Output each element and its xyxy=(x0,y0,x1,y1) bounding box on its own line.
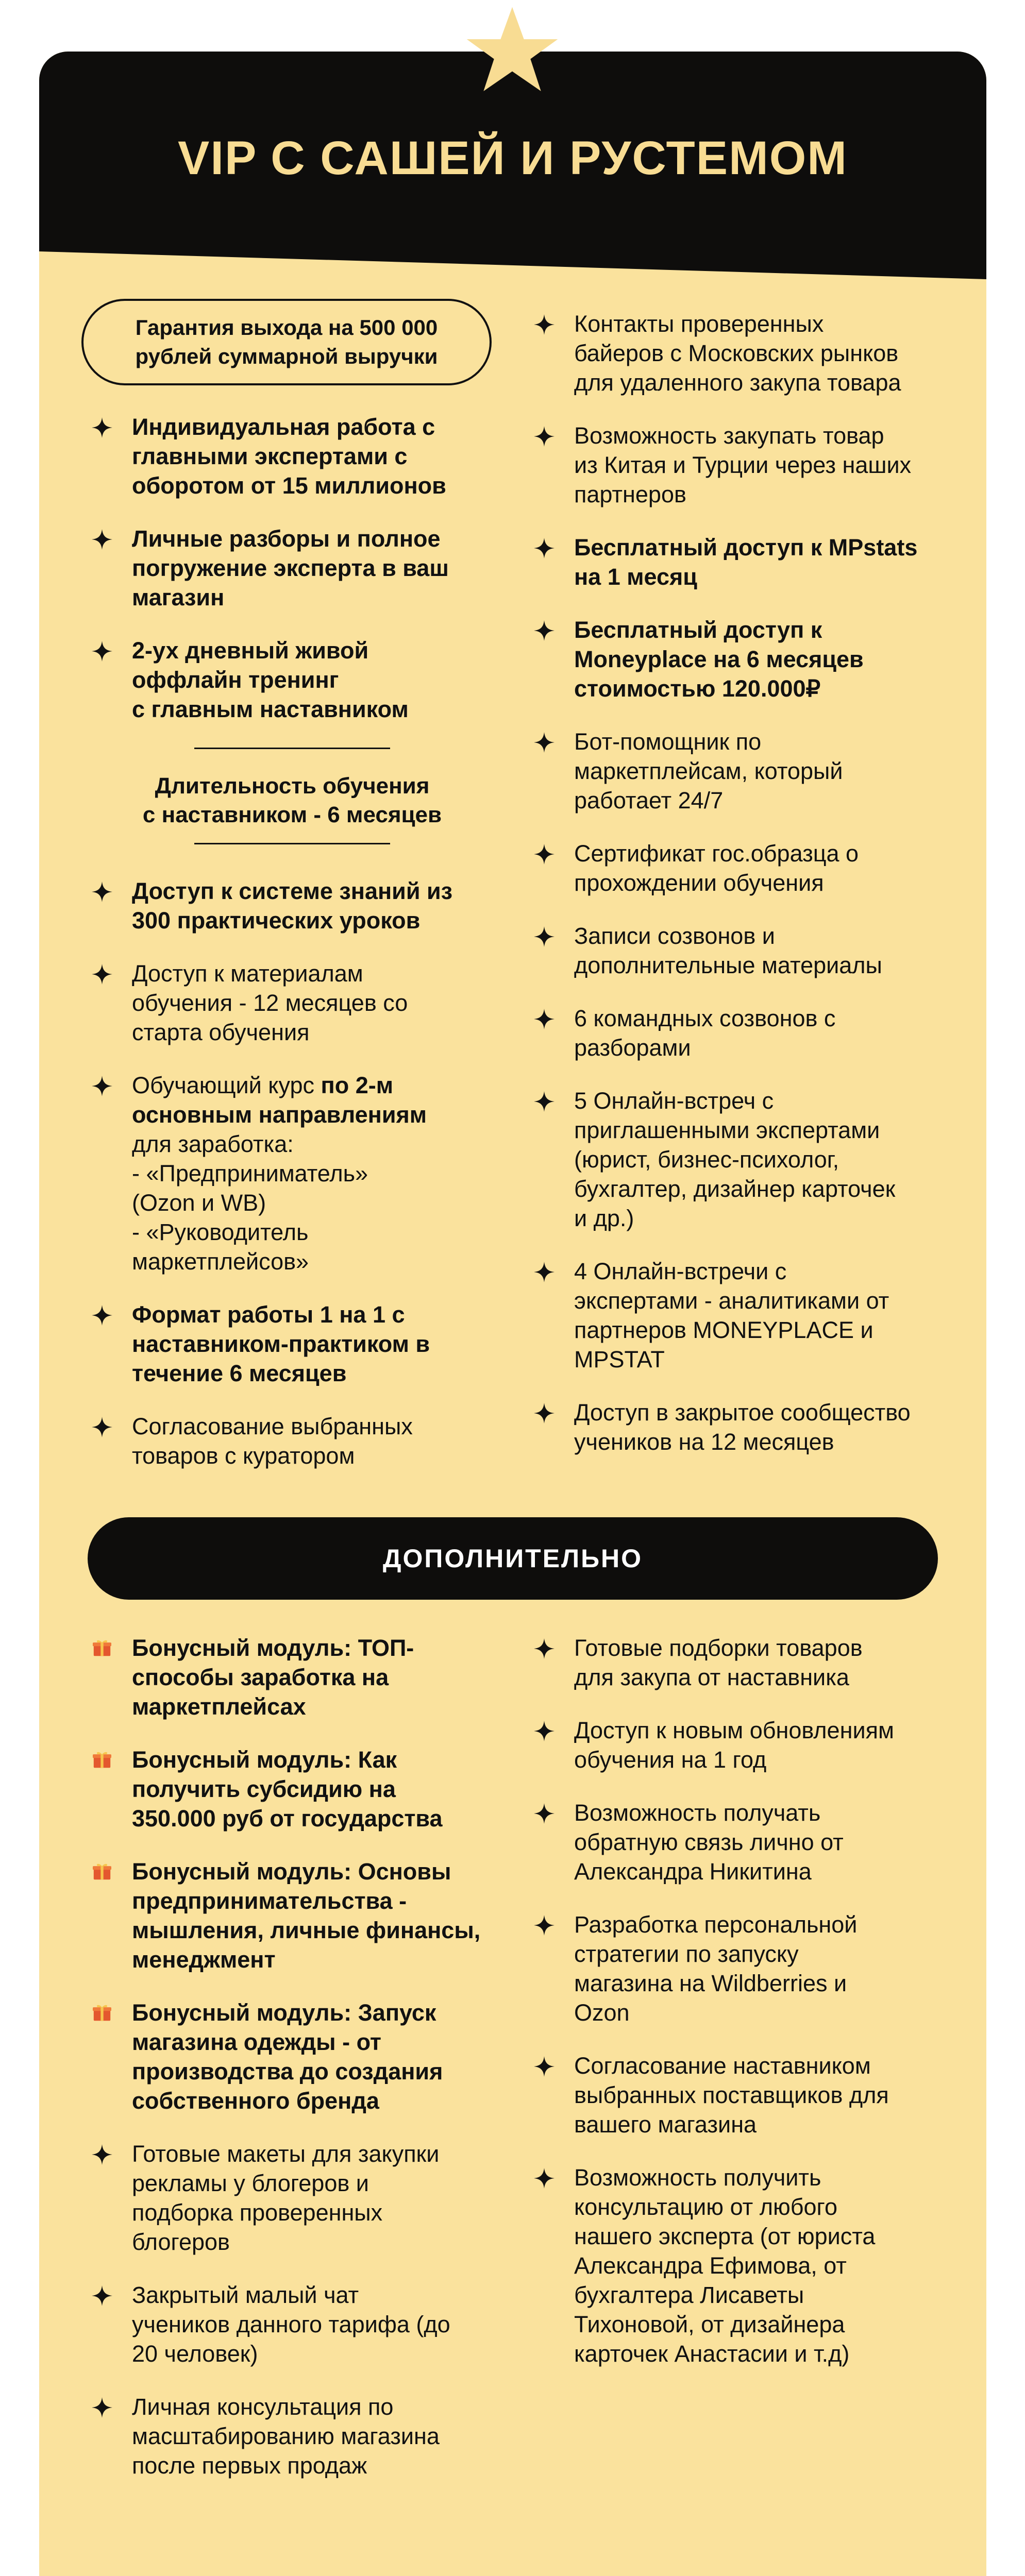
sparkle-icon xyxy=(92,2285,112,2306)
list-item-text: Бесплатный доступ к MPstats на 1 месяц xyxy=(574,534,918,590)
list-item-text: Личная консультация по масштабированию магазина после первых продаж xyxy=(132,2394,440,2479)
course-suffix: для заработка: - «Предприниматель» (Ozon и WB) - «Руководитель маркетплейсов» xyxy=(132,1131,368,1275)
list-item-text: 5 Онлайн-встреч с приглашенными экспертами (юрист, бизнес-психолог, бухгалтер, дизайнер карточек и др.) xyxy=(574,1088,896,1231)
list-item-text: Бонусный модуль: ТОП- способы заработка на маркетплейсах xyxy=(132,1635,414,1720)
sparkle-icon xyxy=(534,1721,554,1741)
list-item xyxy=(92,524,514,612)
gift-icon xyxy=(93,1750,111,1769)
list-item-course xyxy=(92,1071,514,1276)
list-item-text: Готовые макеты для закупки рекламы у блогеров и подборка проверенных блогеров xyxy=(132,2141,440,2255)
sparkle-icon xyxy=(92,2144,112,2165)
sparkle-icon xyxy=(534,1262,554,1282)
list-item-text: Записи созвонов и дополнительные материалы xyxy=(574,923,882,978)
list-item xyxy=(534,839,956,897)
guarantee-badge: Гарантия выхода на 500 000 рублей суммарной выручки xyxy=(81,299,492,385)
list-item-text: Согласование наставником выбранных поставщиков для вашего магазина xyxy=(574,2053,889,2138)
sparkle-icon xyxy=(534,926,554,947)
sparkle-icon xyxy=(534,1403,554,1423)
list-item-text: Бонусный модуль: Основы предпринимательства - мышления, личные финансы, менеджмент xyxy=(132,1858,481,1973)
course-prefix: Обучающий курс xyxy=(132,1072,321,1098)
gift-icon xyxy=(93,1638,111,1657)
sparkle-icon xyxy=(534,620,554,641)
list-item xyxy=(92,1998,514,2115)
list-item xyxy=(92,412,514,500)
list-item-text: 4 Онлайн-встречи с экспертами - аналитиками от партнеров MONEYPLACE и MPSTAT xyxy=(574,1258,889,1372)
sparkle-icon xyxy=(92,2397,112,2418)
list-item-text: Личные разборы и полное погружение эксперта в ваш магазин xyxy=(132,526,449,611)
list-item xyxy=(92,1412,514,1470)
list-item xyxy=(534,1633,956,1692)
list-item-text: Возможность закупать товар из Китая и Турции через наших партнеров xyxy=(574,422,912,507)
list-item-text: Доступ в закрытое сообщество учеников на 12 месяцев xyxy=(574,1399,911,1455)
sparkle-icon xyxy=(534,538,554,558)
sparkle-icon xyxy=(92,1417,112,1437)
list-item xyxy=(92,2392,514,2480)
list-item xyxy=(92,1633,514,1721)
list-item xyxy=(534,921,956,980)
divider xyxy=(194,748,390,749)
sparkle-icon xyxy=(92,882,112,902)
list-item-text: 2-ух дневный живой оффлайн тренинг с главным наставником xyxy=(132,637,409,722)
list-item-text: Возможность получать обратную связь лично от Александра Никитина xyxy=(574,1800,844,1885)
sparkle-icon xyxy=(534,732,554,753)
star-icon xyxy=(462,3,563,102)
sparkle-icon xyxy=(534,1638,554,1659)
list-item xyxy=(534,309,956,397)
list-item xyxy=(534,421,956,509)
right-top-column xyxy=(534,309,956,1480)
list-item-text: Формат работы 1 на 1 с наставником-практиком в течение 6 месяцев xyxy=(132,1301,430,1386)
list-item xyxy=(92,2280,514,2368)
list-item-text: Бот-помощник по маркетплейсам, который работает 24/7 xyxy=(574,728,843,814)
duration-block xyxy=(132,748,452,844)
sparkle-icon xyxy=(534,426,554,447)
list-item xyxy=(534,2051,956,2139)
list-item-text: Закрытый малый чат учеников данного тарифа (до 20 человек) xyxy=(132,2282,450,2367)
sparkle-icon xyxy=(534,2056,554,2077)
list-item xyxy=(534,1086,956,1233)
list-item-text: Готовые подборки товаров для закупа от наставника xyxy=(574,1635,863,1690)
list-item-text: Согласование выбранных товаров с куратором xyxy=(132,1413,413,1469)
course-highlight: по 2-м основным направлениям xyxy=(132,1072,427,1128)
tariff-title: VIP С САШЕЙ И РУСТЕМОМ xyxy=(178,132,848,184)
sparkle-icon xyxy=(92,529,112,550)
list-item-text: Бонусный модуль: Запуск магазина одежды - от производства до создания собственного бренда xyxy=(132,1999,443,2114)
sparkle-icon xyxy=(534,1915,554,1936)
list-item-text: Сертификат гос.образца о прохождении обучения xyxy=(574,840,859,896)
sparkle-icon xyxy=(534,1091,554,1112)
list-item xyxy=(534,1257,956,1374)
list-item xyxy=(534,1910,956,2027)
gift-icon xyxy=(93,1862,111,1880)
list-item xyxy=(534,1798,956,1886)
tariff-card xyxy=(39,52,986,2576)
list-item xyxy=(534,727,956,815)
sparkle-icon xyxy=(92,1305,112,1326)
sparkle-icon xyxy=(92,417,112,438)
list-item xyxy=(92,1745,514,1833)
sparkle-icon xyxy=(534,2168,554,2189)
sparkle-icon xyxy=(92,964,112,985)
list-item-text: Доступ к системе знаний из 300 практических уроков xyxy=(132,878,453,934)
list-item-text: Бесплатный доступ к Moneyplace на 6 месяцев стоимостью 120.000₽ xyxy=(574,617,864,702)
sparkle-icon xyxy=(92,1076,112,1096)
gift-icon xyxy=(93,2003,111,2022)
list-item xyxy=(92,1300,514,1388)
list-item xyxy=(534,533,956,591)
sparkle-icon xyxy=(534,1009,554,1029)
list-item-text: 6 командных созвонов с разборами xyxy=(574,1005,836,1061)
list-item xyxy=(534,1398,956,1456)
list-item-text: Контакты проверенных байеров с Московских рынков для удаленного закупа товара xyxy=(574,311,901,396)
list-item-text: Индивидуальная работа с главными экспертами с оборотом от 15 миллионов xyxy=(132,414,446,499)
list-item xyxy=(92,1857,514,1974)
list-item xyxy=(92,876,514,935)
list-item-text: Доступ к новым обновлениям обучения на 1 год xyxy=(574,1717,894,1773)
list-item xyxy=(534,2163,956,2368)
left-top-column xyxy=(92,412,514,1494)
left-bottom-column xyxy=(92,1633,514,2504)
sparkle-icon xyxy=(92,641,112,662)
sparkle-icon xyxy=(534,314,554,335)
sparkle-icon xyxy=(534,844,554,865)
list-item-text: Доступ к материалам обучения - 12 месяцев со старта обучения xyxy=(132,960,408,1045)
duration-text: Длительность обучения с наставником - 6 месяцев xyxy=(142,773,442,827)
list-item xyxy=(534,1004,956,1062)
list-item-text: Разработка персональной стратегии по запуску магазина на Wildberries и Ozon xyxy=(574,1911,858,2026)
list-item-text: Бонусный модуль: Как получить субсидию на 350.000 руб от государства xyxy=(132,1747,443,1832)
sparkle-icon xyxy=(534,1803,554,1824)
list-item xyxy=(92,2139,514,2257)
list-item-text: Возможность получить консультацию от любого нашего эксперта (от юриста Александра Ефимова, от бухгалтера Лисаветы Тихоновой, от дизайнера карточек Анастасии и т.д) xyxy=(574,2164,876,2367)
list-item xyxy=(92,959,514,1047)
extra-section-header: ДОПОЛНИТЕЛЬНО xyxy=(88,1517,938,1600)
list-item xyxy=(92,636,514,724)
divider xyxy=(194,843,390,844)
right-bottom-column xyxy=(534,1633,956,2392)
list-item xyxy=(534,615,956,703)
list-item xyxy=(534,1716,956,1774)
